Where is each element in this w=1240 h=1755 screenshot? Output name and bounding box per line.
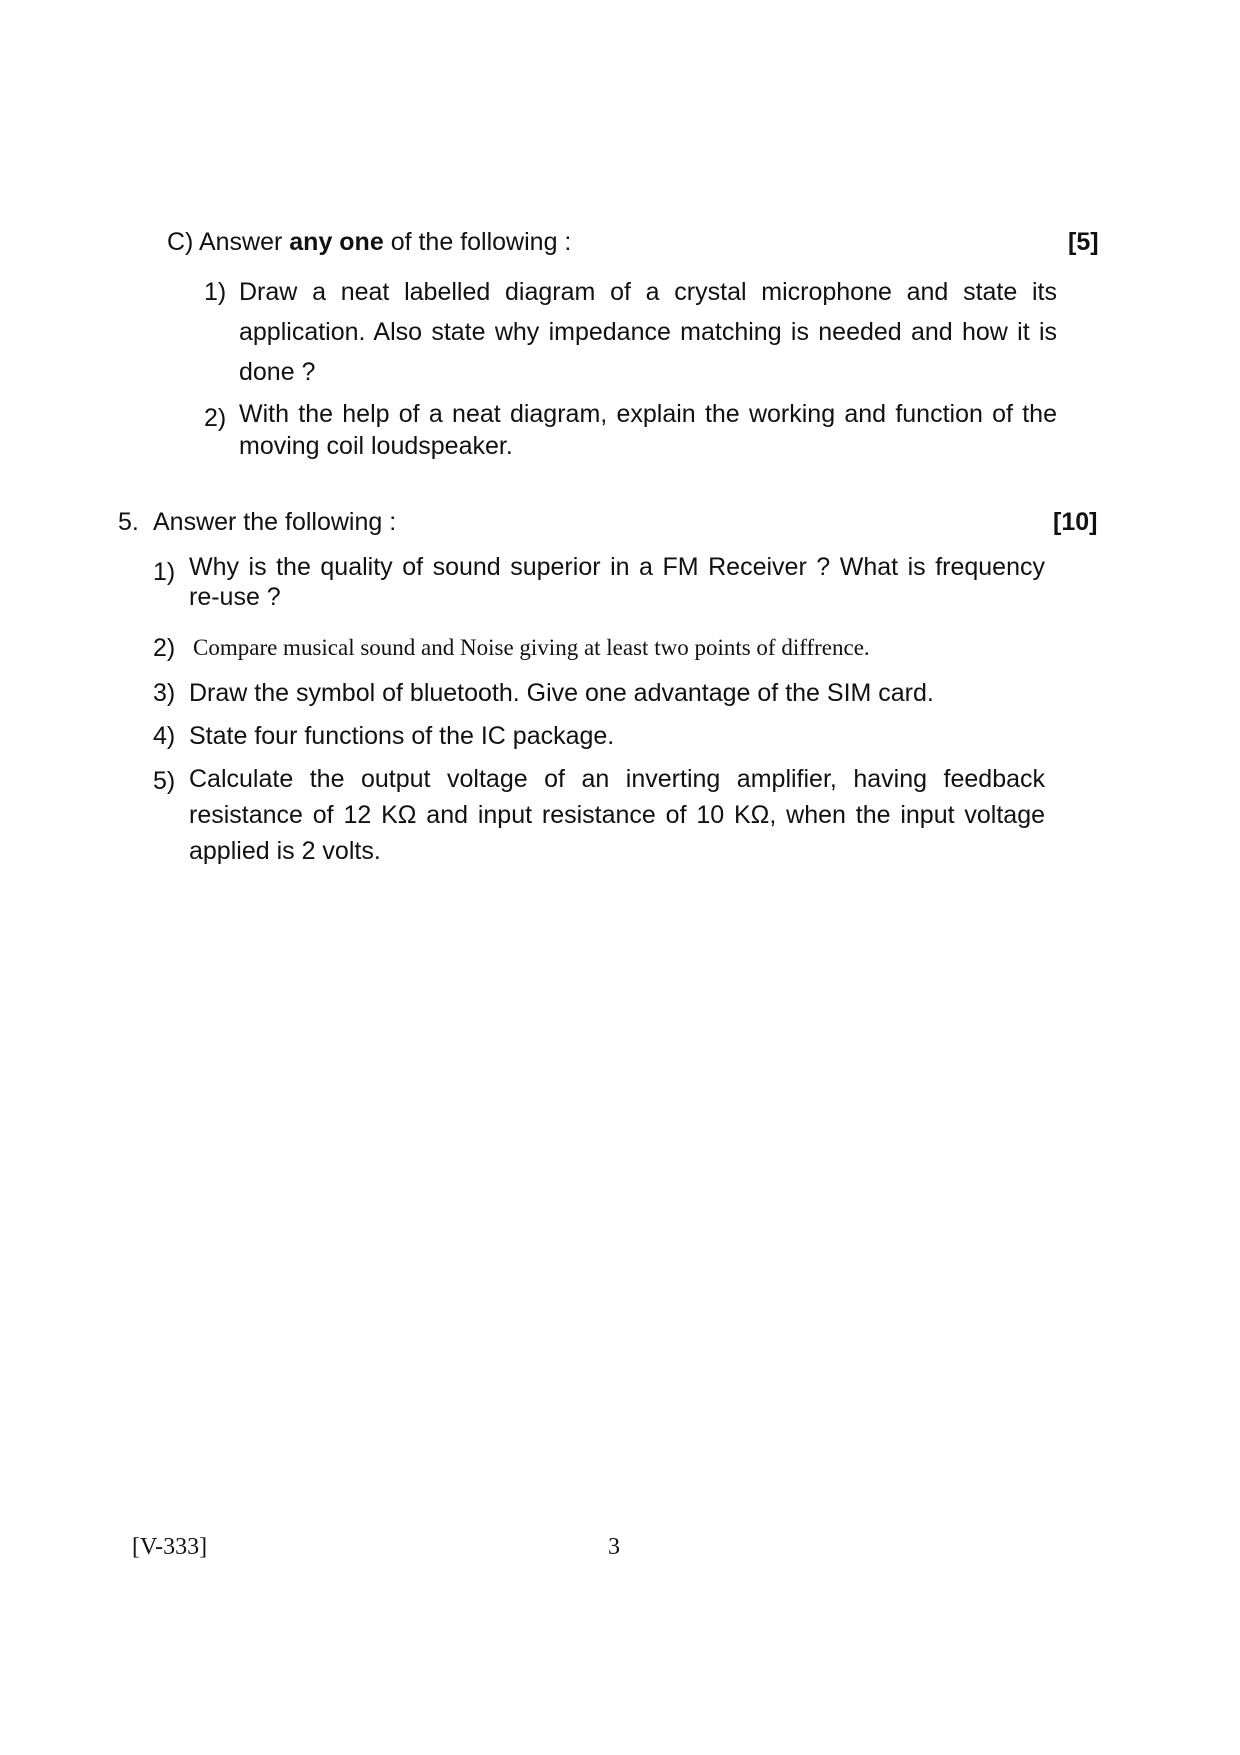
question-5-item-1-text	[189, 552, 1045, 612]
question-5-item-4-number: 4)	[153, 722, 176, 750]
question-5-heading: Answer the following :	[153, 508, 397, 536]
question-5-item-5-line-1: Calculate the output voltage of an inverting amplifier, having feedback	[189, 765, 1045, 793]
section-c-item-1-line-2: application. Also state why impedance matching is needed and how it is	[239, 318, 1057, 346]
question-5-number: 5.	[118, 508, 139, 536]
question-5-item-5-number: 5)	[153, 767, 176, 795]
section-c-heading-prefix: C) Answer	[167, 228, 290, 256]
question-5-item-1-line-2: re-use ?	[189, 583, 281, 611]
question-5-item-5-text	[189, 761, 1045, 869]
section-c-item-2-number: 2)	[204, 404, 227, 432]
question-5-item-3-number: 3)	[153, 679, 176, 707]
section-c-item-1-text	[239, 272, 1057, 392]
question-5-item-2-text: Compare musical sound and Noise giving at least two points of diffrence.	[193, 635, 870, 660]
question-5-item-2-number: 2)	[153, 634, 176, 662]
section-c-heading-bold: any one	[289, 228, 384, 256]
question-5-marks: [10]	[1053, 508, 1098, 536]
question-5-item-5-line-3: applied is 2 volts.	[189, 837, 381, 865]
page-number: 3	[608, 1534, 620, 1560]
question-5-item-4-text: State four functions of the IC package.	[189, 722, 615, 750]
question-5-item-5-line-2: resistance of 12 KΩ and input resistance of 10 KΩ, when the input voltage	[189, 801, 1045, 829]
question-5-item-3-text: Draw the symbol of bluetooth. Give one advantage of the SIM card.	[189, 679, 934, 707]
section-c-heading	[167, 222, 571, 262]
section-c-item-1-line-1: Draw a neat labelled diagram of a crystal microphone and state its	[239, 278, 1057, 306]
question-5-item-1-line-1: Why is the quality of sound superior in a FM Receiver ? What is frequency	[189, 553, 1045, 581]
paper-code: [V-333]	[132, 1534, 208, 1560]
section-c-marks: [5]	[1068, 228, 1099, 256]
section-c-item-2-text	[239, 398, 1057, 462]
section-c-item-2-line-2: moving coil loudspeaker.	[239, 432, 513, 460]
section-c-item-1-number: 1)	[204, 278, 227, 306]
section-c-heading-suffix: of the following :	[383, 228, 572, 256]
question-5-item-1-number: 1)	[153, 558, 176, 586]
section-c-item-2-line-1: With the help of a neat diagram, explain the working and function of the	[239, 400, 1057, 428]
section-c-item-1-line-3: done ?	[239, 358, 316, 386]
